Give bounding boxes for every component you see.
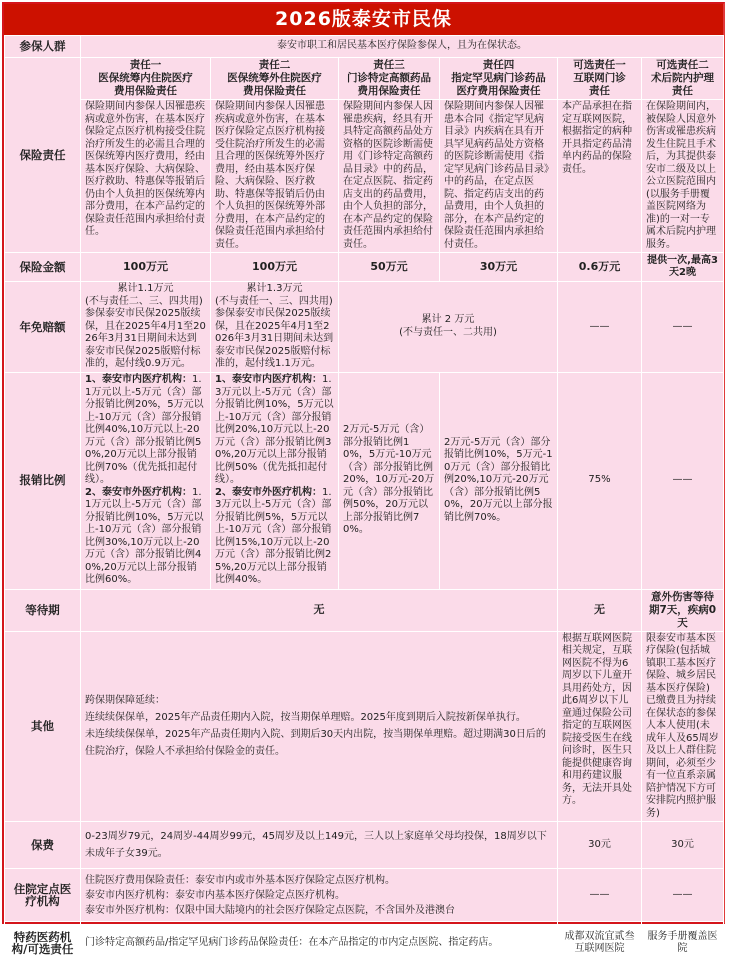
coverage-detail: 保险期间内参保人因罹患疾病，经具有开具特定高额药品处方资格的医院诊断需使用《门诊特定高额药品目录》中的药品，在定点医院、指定药店支出的药品费用，由个人负担的部分，在本产品约定的保险责任范围内承担给付责任。 (339, 100, 440, 253)
row-coverage-headers (5, 58, 724, 100)
sum-value: 提供一次,最高3天2晚 (642, 253, 724, 282)
row-hospitals (5, 869, 724, 922)
waiting-opt1: 无 (558, 589, 642, 631)
deductible-d1: 累计1.1万元 (不与责任二、三、四共用) 参保泰安市民保2025版续保，且在2025年4月1至2026年3月31日期间未达到泰安市民保2025版赔付标准的，起付线0.9万元。 (81, 282, 211, 373)
row-special (5, 922, 724, 965)
other-opt1: 根据互联网医院相关规定，互联网医院不得为6周岁以下儿童开具用药处方，因此6周岁以下儿童通过保险公司指定的互联网医院接受医生在线问诊时，医生只能提供健康咨询和用药建议服务，无法开具处方。 (558, 631, 642, 822)
hospitals-main: 住院医疗费用保险责任：泰安市内或市外基本医疗保险定点医疗机构。 泰安市内医疗机构：泰安市内基本医疗保险定点医疗机构。 泰安市外医疗机构：仅限中国大陆境内的社会医疗保险定点医院，不含国外及港澳台 (81, 869, 558, 922)
sum-value: 30万元 (440, 253, 558, 282)
coverage-detail: 本产品承担在指定互联网医院，根据指定的病种开具指定药品清单内药品的保险责任。 (558, 100, 642, 253)
coverage-table (4, 35, 724, 965)
deductible-opt2: —— (642, 282, 724, 373)
waiting-opt2: 意外伤害等待期7天，疾病0天 (642, 589, 724, 631)
coverage-header: 责任二 医保统筹外住院医疗 费用保险责任 (211, 58, 339, 100)
deductible-d34: 累计 2 万元 (不与责任一、二共用) (339, 282, 558, 373)
row-sum-insured (5, 253, 724, 282)
row-waiting (5, 589, 724, 631)
premium-main: 0-23周岁79元，24周岁-44周岁99元，45周岁及以上149元，三人以上家庭单父母均投保，18周岁以下未成年子女39元。 (81, 822, 558, 869)
row-reimbursement (5, 372, 724, 589)
row-label: 等待期 (5, 589, 81, 631)
deductible-opt1: —— (558, 282, 642, 373)
coverage-detail: 保险期间内参保人因罹患疾病或意外伤害，在基本医疗保险定点医疗机构接受住院治疗所发生的必需且合理的医保统筹内医疗费用，经由基本医疗保险、大病保险、医疗救助、特惠保等报销后仍由个人负担的医保统筹内部分费用，在本产品约定的保险责任范围内承担给付责任。 (81, 100, 211, 253)
row-label: 保费 (5, 822, 81, 869)
row-label: 报销比例 (5, 372, 81, 589)
insurance-table-card (2, 2, 725, 956)
row-label: 年免赔额 (5, 282, 81, 373)
sum-value: 50万元 (339, 253, 440, 282)
row-label: 参保人群 (5, 36, 81, 58)
reimbursement-opt1: 75% (558, 372, 642, 589)
row-coverage-details (5, 100, 724, 253)
other-opt2: 限泰安市基本医疗保险(包括城镇职工基本医疗保险、城乡居民基本医疗保险)已缴费且为持续在保状态的参保人本人使用(未成年人及65周岁及以上人群住院期间，必须至少有一位直系亲属陪护情况下方可安排院内照护服务) (642, 631, 724, 822)
coverage-header: 责任一 医保统筹内住院医疗 费用保险责任 (81, 58, 211, 100)
deductible-d2: 累计1.3万元 (不与责任一、三、四共用) 参保泰安市民保2025版续保，且在2025年4月1至2026年3月31日期间未达到泰安市民保2025版赔付标准的，起付线1.1万元。 (211, 282, 339, 373)
coverage-header: 责任四 指定罕见病门诊药品 医疗费用保险责任 (440, 58, 558, 100)
special-main: 门诊特定高额药品/指定罕见病门诊药品保险责任：在本产品指定的市内定点医院、指定药店。 (81, 922, 558, 965)
coverage-header: 可选责任一 互联网门诊 责任 (558, 58, 642, 100)
row-label: 住院定点医疗机构 (5, 869, 81, 922)
row-label: 保险责任 (5, 58, 81, 253)
sum-value: 100万元 (81, 253, 211, 282)
row-deductible (5, 282, 724, 373)
hospitals-opt2: —— (642, 869, 724, 922)
row-label: 保险金额 (5, 253, 81, 282)
reimbursement-r4: 2万元-5万元（含）部分报销比例10%，5万元-10万元（含）部分报销比例20%,10万元-20万元（含）部分报销比例50%，20万元以上部分报销比例70%。 (440, 372, 558, 589)
premium-opt2: 30元 (642, 822, 724, 869)
hospitals-opt1: —— (558, 869, 642, 922)
row-other (5, 631, 724, 822)
reimbursement-r3: 2万元-5万元（含）部分报销比例10%，5万元-10万元（含）部分报销比例20%，10万元-20万元（含）部分报销比例50%，20万元以上部分报销比例70%。 (339, 372, 440, 589)
sum-value: 0.6万元 (558, 253, 642, 282)
reimbursement-opt2: —— (642, 372, 724, 589)
premium-opt1: 30元 (558, 822, 642, 869)
coverage-detail: 保险期间内参保人因罹患本合同《指定罕见病目录》内疾病在具有开具罕见病药品处方资格的医院诊断需使用《指定罕见病门诊药品目录》中的药品，在定点医院、指定药店支出的药品费用，由个人负担的部分，在本产品约定的保险责任范围内承担给付责任。 (440, 100, 558, 253)
reimbursement-r2: 1、泰安市内医疗机构：1.3万元以上-5万元（含）部分报销比例10%，5万元以上-10万元（含）部分报销比例20%,10万元以上-20万元（含）部分报销比例30%,20万元以上部分报销比例50%（优先抵扣起付线）。 2、泰安市外医疗机构：1.3万元以上-5万元（含）部分报销比例5%，5万元以上-10万元（含）部分报销比例15%,10万元以上-20万元（含）部分报销比例25%,20万元以上部分报销比例40%。 (211, 372, 339, 589)
special-opt1: 成都双流宜贰叁互联网医院 (558, 922, 642, 965)
reimbursement-r1: 1、泰安市内医疗机构：1.1万元以上-5万元（含）部分报销比例20%，5万元以上-10万元（含）部分报销比例40%,10万元以上-20万元（含）部分报销比例50%,20万元以上部分报销比例70%（优先抵扣起付线）。 2、泰安市外医疗机构：1.1万元以上-5万元（含）部分报销比例10%，5万元以上-10万元（含）部分报销比例30%,10万元以上-20万元（含）部分报销比例40%,20万元以上部分报销比例60%。 (81, 372, 211, 589)
row-label: 特药医药机构/可选责任 (5, 922, 81, 965)
page-title: 2026版泰安市民保 (4, 4, 723, 35)
special-opt2: 服务手册覆盖医院 (642, 922, 724, 965)
sum-value: 100万元 (211, 253, 339, 282)
waiting-main: 无 (81, 589, 558, 631)
row-premium (5, 822, 724, 869)
insured-value: 泰安市职工和居民基本医疗保险参保人，且为在保状态。 (81, 36, 724, 58)
coverage-detail: 在保险期间内，被保险人因意外伤害或罹患疾病发生住院且手术后，为其提供泰安市二级及以上公立医院范围内(以服务手册覆盖医院网络为准)的一对一专属术后院内护理服务。 (642, 100, 724, 253)
other-main: 跨保期保障延续： 连续续保保单，2025年产品责任期内入院，按当期保单理赔。2025年度到期后入院按新保单执行。 未连续续保保单，2025年产品责任期内入院、到期后30天内出院，按当期保单理赔。超过期满30日后的住院治疗，保险人不承担给付保险金的责任。 (81, 631, 558, 822)
row-label: 其他 (5, 631, 81, 822)
coverage-detail: 保险期间内参保人因罹患疾病或意外伤害，在基本医疗保险定点医疗机构接受住院治疗所发生的必需且合理的医保统筹外医疗费用，经由基本医疗保险、大病保险、医疗救助、特惠保等报销后仍由个人负担的医保统筹外部分费用，在本产品约定的保险责任范围内承担给付责任。 (211, 100, 339, 253)
coverage-header: 责任三 门诊特定高额药品 费用保险责任 (339, 58, 440, 100)
coverage-header: 可选责任二 术后院内护理 责任 (642, 58, 724, 100)
row-insured (5, 36, 724, 58)
